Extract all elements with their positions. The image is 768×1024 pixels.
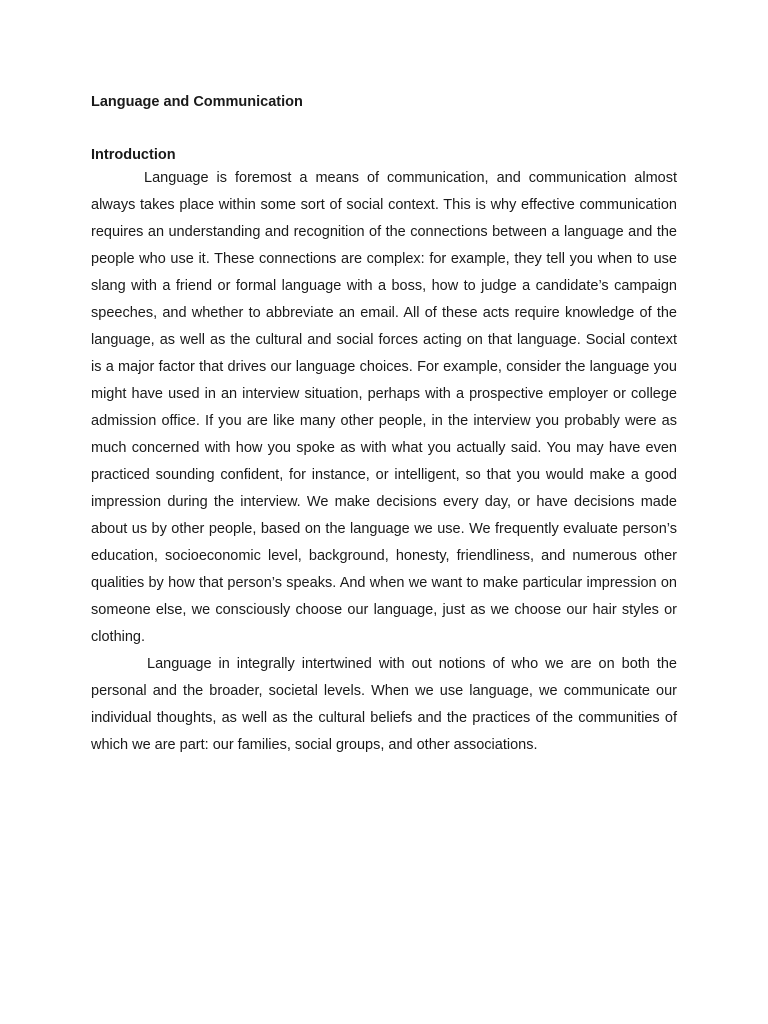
section-heading-introduction: Introduction xyxy=(91,147,176,163)
document-title: Language and Communication xyxy=(91,94,303,110)
document-body xyxy=(91,92,677,759)
paragraph: Language is foremost a means of communication, and communication almost always takes place within some sort of social context. This is why effective communication requires an understanding and recognition of the connections between a language and the people who use it. These connections are complex: for example, they tell you when to use slang with a friend or formal language with a boss, how to judge a candidate’s campaign speeches, and whether to abbreviate an email. All of these acts require knowledge of the language, as well as the cultural and social forces acting on that language. Social context is a major factor that drives our language choices. For example, consider the language you might have used in an interview situation, perhaps with a prospective employer or college admission office. If you are like many other people, in the interview you probably were as much concerned with how you spoke as with what you actually said. You may have even practiced sounding confident, for instance, or intelligent, so that you would make a good impression during the interview. We make decisions every day, or have decisions made about us by other people, based on the language we use. We frequently evaluate person’s education, socioeconomic level, background, honesty, friendliness, and numerous other qualities by how that person’s speaks. And when we want to make particular impression on someone else, we consciously choose our language, just as we choose our hair styles or clothing. xyxy=(91,170,677,645)
paragraph: Language in integrally intertwined with out notions of who we are on both the personal and the broader, societal levels. When we use language, we communicate our individual thoughts, as well as the cultural beliefs and the practices of the communities of which we are part: our families, social groups, and other associations. xyxy=(91,656,677,753)
